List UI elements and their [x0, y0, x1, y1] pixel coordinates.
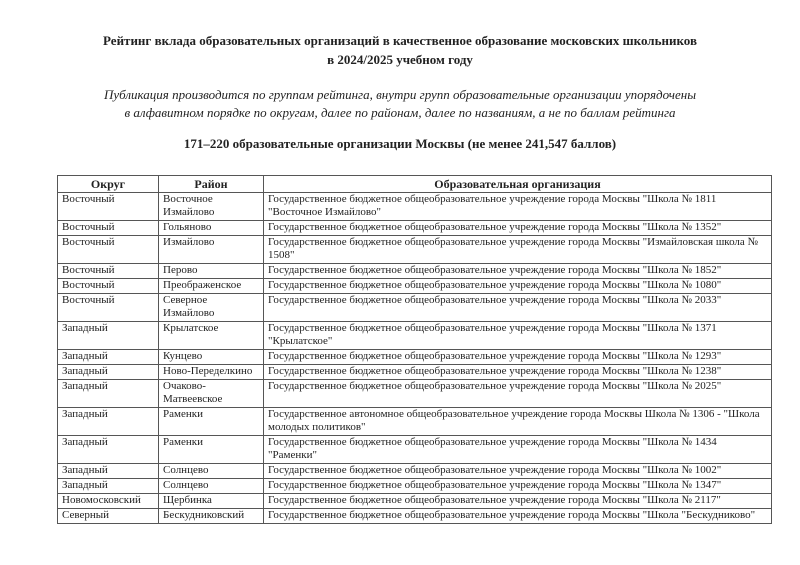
table-row [58, 193, 772, 221]
cell-organization: Государственное бюджетное общеобразовательное учреждение города Москвы "Школа № 1852" [264, 264, 772, 279]
cell-organization: Государственное бюджетное общеобразовательное учреждение города Москвы "Школа № 1434 "Раменки" [264, 436, 772, 464]
cell-rayon: Перово [159, 264, 264, 279]
document-title [0, 31, 800, 69]
table-row [58, 350, 772, 365]
cell-organization: Государственное бюджетное общеобразовательное учреждение города Москвы "Школа № 2025" [264, 380, 772, 408]
column-header-okrug: Округ [58, 176, 159, 193]
cell-organization: Государственное бюджетное общеобразовательное учреждение города Москвы "Школа № 1238" [264, 365, 772, 380]
column-header-rayon: Район [159, 176, 264, 193]
cell-organization: Государственное бюджетное общеобразовательное учреждение города Москвы "Измайловская школа № 1508" [264, 236, 772, 264]
cell-organization: Государственное бюджетное общеобразовательное учреждение города Москвы "Школа № 1371 "Крылатское" [264, 322, 772, 350]
cell-organization: Государственное бюджетное общеобразовательное учреждение города Москвы "Школа "Бескудниково" [264, 509, 772, 524]
cell-okrug: Западный [58, 365, 159, 380]
table-row [58, 494, 772, 509]
cell-organization: Государственное бюджетное общеобразовательное учреждение города Москвы "Школа № 1352" [264, 221, 772, 236]
table-header-row [58, 176, 772, 193]
cell-rayon: Восточное Измайлово [159, 193, 264, 221]
cell-rayon: Солнцево [159, 464, 264, 479]
cell-organization: Государственное бюджетное общеобразовательное учреждение города Москвы "Школа № 1002" [264, 464, 772, 479]
cell-organization: Государственное бюджетное общеобразовательное учреждение города Москвы "Школа № 2117" [264, 494, 772, 509]
cell-organization: Государственное автономное общеобразовательное учреждение города Москвы Школа № 1306 - "Школа молодых политиков" [264, 408, 772, 436]
table-row [58, 294, 772, 322]
cell-rayon: Измайлово [159, 236, 264, 264]
cell-okrug: Западный [58, 408, 159, 436]
table-row [58, 365, 772, 380]
document-title-line-2: в 2024/2025 учебном году [327, 52, 473, 67]
cell-rayon: Щербинка [159, 494, 264, 509]
table-row [58, 509, 772, 524]
cell-okrug: Восточный [58, 221, 159, 236]
cell-organization: Государственное бюджетное общеобразовательное учреждение города Москвы "Школа № 1811 "Восточное Измайлово" [264, 193, 772, 221]
cell-okrug: Восточный [58, 264, 159, 279]
cell-rayon: Раменки [159, 408, 264, 436]
cell-okrug: Западный [58, 479, 159, 494]
table-row [58, 221, 772, 236]
cell-rayon: Крылатское [159, 322, 264, 350]
cell-organization: Государственное бюджетное общеобразовательное учреждение города Москвы "Школа № 1347" [264, 479, 772, 494]
cell-okrug: Западный [58, 350, 159, 365]
cell-okrug: Восточный [58, 193, 159, 221]
cell-rayon: Очаково-Матвеевское [159, 380, 264, 408]
table-row [58, 264, 772, 279]
publication-note [0, 86, 800, 121]
table-row [58, 479, 772, 494]
cell-okrug: Западный [58, 436, 159, 464]
table-row [58, 408, 772, 436]
document-title-line-1: Рейтинг вклада образовательных организаций в качественное образование московских школьников [103, 33, 697, 48]
ranking-table [57, 175, 772, 524]
cell-rayon: Гольяново [159, 221, 264, 236]
cell-okrug: Западный [58, 464, 159, 479]
table-body [58, 193, 772, 524]
cell-rayon: Солнцево [159, 479, 264, 494]
cell-okrug: Восточный [58, 279, 159, 294]
table-row [58, 322, 772, 350]
cell-okrug: Восточный [58, 236, 159, 264]
cell-rayon: Преображенское [159, 279, 264, 294]
cell-rayon: Бескудниковский [159, 509, 264, 524]
table-row [58, 380, 772, 408]
cell-okrug: Восточный [58, 294, 159, 322]
table-row [58, 236, 772, 264]
group-heading: 171–220 образовательные организации Москвы (не менее 241,547 баллов) [183, 136, 617, 151]
table-row [58, 436, 772, 464]
cell-organization: Государственное бюджетное общеобразовательное учреждение города Москвы "Школа № 1080" [264, 279, 772, 294]
cell-okrug: Северный [58, 509, 159, 524]
cell-okrug: Западный [58, 380, 159, 408]
cell-organization: Государственное бюджетное общеобразовательное учреждение города Москвы "Школа № 2033" [264, 294, 772, 322]
cell-rayon: Северное Измайлово [159, 294, 264, 322]
table-row [58, 464, 772, 479]
column-header-organization: Образовательная организация [264, 176, 772, 193]
publication-note-line-1: Публикация производится по группам рейтинга, внутри групп образовательные организации упорядочены [103, 87, 697, 102]
cell-rayon: Ново-Переделкино [159, 365, 264, 380]
cell-organization: Государственное бюджетное общеобразовательное учреждение города Москвы "Школа № 1293" [264, 350, 772, 365]
cell-rayon: Раменки [159, 436, 264, 464]
cell-rayon: Кунцево [159, 350, 264, 365]
cell-okrug: Новомосковский [58, 494, 159, 509]
publication-note-line-2: в алфавитном порядке по округам, далее по районам, далее по названиям, а не по баллам рейтинга [124, 104, 676, 120]
table-row [58, 279, 772, 294]
cell-okrug: Западный [58, 322, 159, 350]
